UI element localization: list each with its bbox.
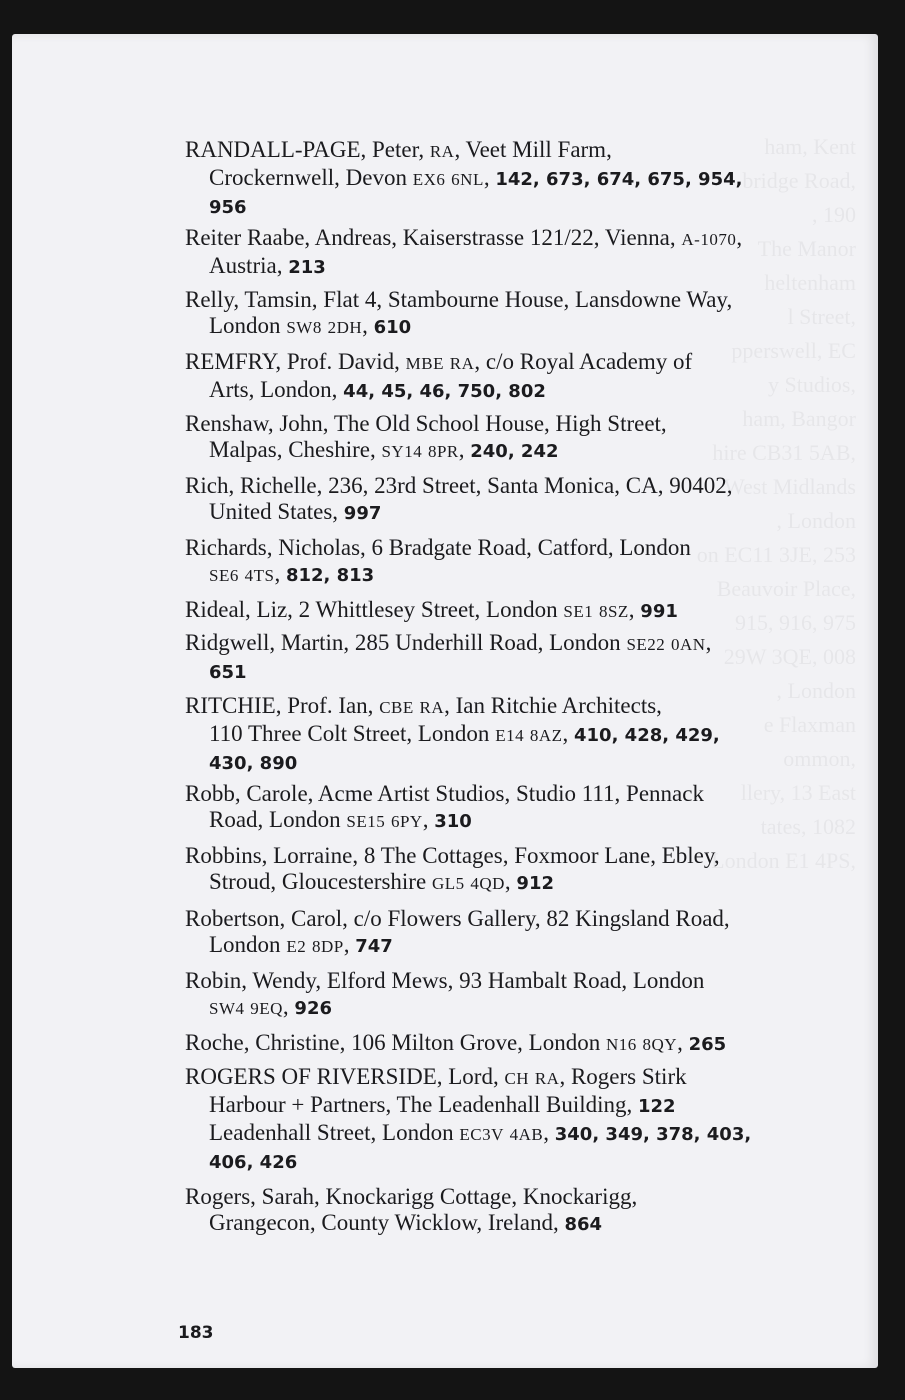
index-entry: [185, 411, 785, 465]
entry-line: Relly, Tamsin, Flat 4, Stambourne House, Lansdowne Way,: [185, 287, 733, 312]
entry-line: London E2 8DP, 747: [209, 932, 393, 957]
index-entry: [185, 906, 785, 960]
index-entry: [185, 843, 785, 897]
show-through-line: ham, Bangor: [742, 406, 856, 431]
entry-line: Renshaw, John, The Old School House, High Street,: [185, 411, 667, 436]
entry-line: Robbins, Lorraine, 8 The Cottages, Foxmoor Lane, Ebley,: [185, 843, 720, 868]
index-entry: [185, 1064, 785, 1176]
show-through-line: e Flaxman: [763, 712, 856, 737]
entry-line: Arts, London, 44, 45, 46, 750, 802: [209, 377, 546, 402]
entry-line: ROGERS OF RIVERSIDE, Lord, CH RA, Rogers Stirk: [185, 1064, 687, 1089]
entry-line: Rogers, Sarah, Knockarigg Cottage, Knockarigg,: [185, 1184, 638, 1209]
index-entry: [185, 349, 785, 405]
show-through-line: ham, Kent: [764, 134, 856, 159]
book-page: [12, 34, 878, 1368]
entry-line: Robin, Wendy, Elford Mews, 93 Hambalt Road, London: [185, 968, 705, 993]
entry-line: 110 Three Colt Street, London E14 8AZ, 410, 428, 429,: [209, 721, 720, 746]
show-through-line: , London: [776, 508, 856, 533]
entry-line: Robb, Carole, Acme Artist Studios, Studio 111, Pennack: [185, 781, 704, 806]
show-through-line: West Midlands: [723, 474, 856, 499]
entry-line: Richards, Nicholas, 6 Bradgate Road, Catford, London: [185, 535, 691, 560]
index-entry: [185, 137, 785, 221]
show-through-line: bridge Road,: [742, 168, 856, 193]
show-through-line: 29W 3QE, 008: [723, 644, 856, 669]
entry-line: Stroud, Gloucestershire GL5 4QD, 912: [209, 869, 554, 894]
entry-line: REMFRY, Prof. David, MBE RA, c/o Royal Academy of: [185, 349, 693, 374]
entry-line: United States, 997: [209, 499, 382, 524]
entry-line: Malpas, Cheshire, SY14 8PR, 240, 242: [209, 437, 559, 462]
index-entry: [185, 597, 785, 625]
index-entry: [185, 473, 785, 527]
index-entry: [185, 535, 785, 589]
entry-line: 651: [209, 662, 247, 683]
show-through-line: The Manor: [757, 236, 856, 261]
index-entry: [185, 287, 785, 341]
entry-line: 430, 890: [209, 753, 298, 774]
page-number: 183: [178, 1323, 214, 1343]
index-entry: [185, 225, 785, 281]
entry-line: Ridgwell, Martin, 285 Underhill Road, London SE22 0AN,: [185, 630, 712, 655]
entry-line: SW4 9EQ, 926: [209, 994, 332, 1019]
entry-line: SE6 4TS, 812, 813: [209, 561, 375, 586]
show-through-line: l Street,: [787, 304, 856, 329]
index-entry: [185, 1184, 785, 1238]
show-through-line: hire CB31 5AB,: [712, 440, 856, 465]
entry-line: Road, London SE15 6PY, 310: [209, 807, 472, 832]
index-entry: [185, 781, 785, 835]
show-through-line: Beauvoir Place,: [716, 576, 856, 601]
entry-line: Austria, 213: [209, 253, 326, 278]
show-through-line: pperswell, EC: [731, 338, 856, 363]
entry-line: Leadenhall Street, London EC3V 4AB, 340, 349, 378, 403,: [209, 1120, 752, 1145]
index-entry: [185, 968, 785, 1022]
show-through-line: y Studios,: [767, 372, 856, 397]
entry-line: RANDALL-PAGE, Peter, RA, Veet Mill Farm,: [185, 137, 612, 162]
show-through-line: , London: [776, 678, 856, 703]
show-through-line: ommon,: [783, 746, 856, 771]
index-entry: [185, 693, 785, 777]
entry-line: Reiter Raabe, Andreas, Kaiserstrasse 121/22, Vienna, A-1070,: [185, 225, 743, 250]
show-through-line: llery, 13 East: [740, 780, 856, 805]
entry-line: London SW8 2DH, 610: [209, 313, 412, 338]
entry-line: Robertson, Carol, c/o Flowers Gallery, 82 Kingsland Road,: [185, 906, 730, 931]
show-through-line: on EC11 3JE, 253: [696, 542, 856, 567]
entry-line: Harbour + Partners, The Leadenhall Building, 122: [209, 1092, 676, 1117]
show-through-line: , 190: [812, 202, 856, 227]
entry-line: RITCHIE, Prof. Ian, CBE RA, Ian Ritchie Architects,: [185, 693, 662, 718]
entry-line: Rideal, Liz, 2 Whittlesey Street, London SE1 8SZ, 991: [185, 597, 678, 622]
index-entry: [185, 630, 785, 686]
entry-line: Rich, Richelle, 236, 23rd Street, Santa Monica, CA, 90402,: [185, 473, 733, 498]
show-through-line: 915, 916, 975: [735, 610, 856, 635]
index-entry: [185, 1030, 785, 1058]
entry-line: Crockernwell, Devon EX6 6NL, 142, 673, 674, 675, 954,: [209, 165, 743, 190]
entry-line: 406, 426: [209, 1152, 298, 1173]
entry-line: Roche, Christine, 106 Milton Grove, London N16 8QY, 265: [185, 1030, 727, 1055]
entry-line: 956: [209, 197, 247, 218]
show-through-line: tates, 1082: [760, 814, 856, 839]
entry-line: Grangecon, County Wicklow, Ireland, 864: [209, 1210, 603, 1235]
show-through-line: London E1 4PS,: [711, 848, 856, 873]
show-through-line: heltenham: [764, 270, 856, 295]
